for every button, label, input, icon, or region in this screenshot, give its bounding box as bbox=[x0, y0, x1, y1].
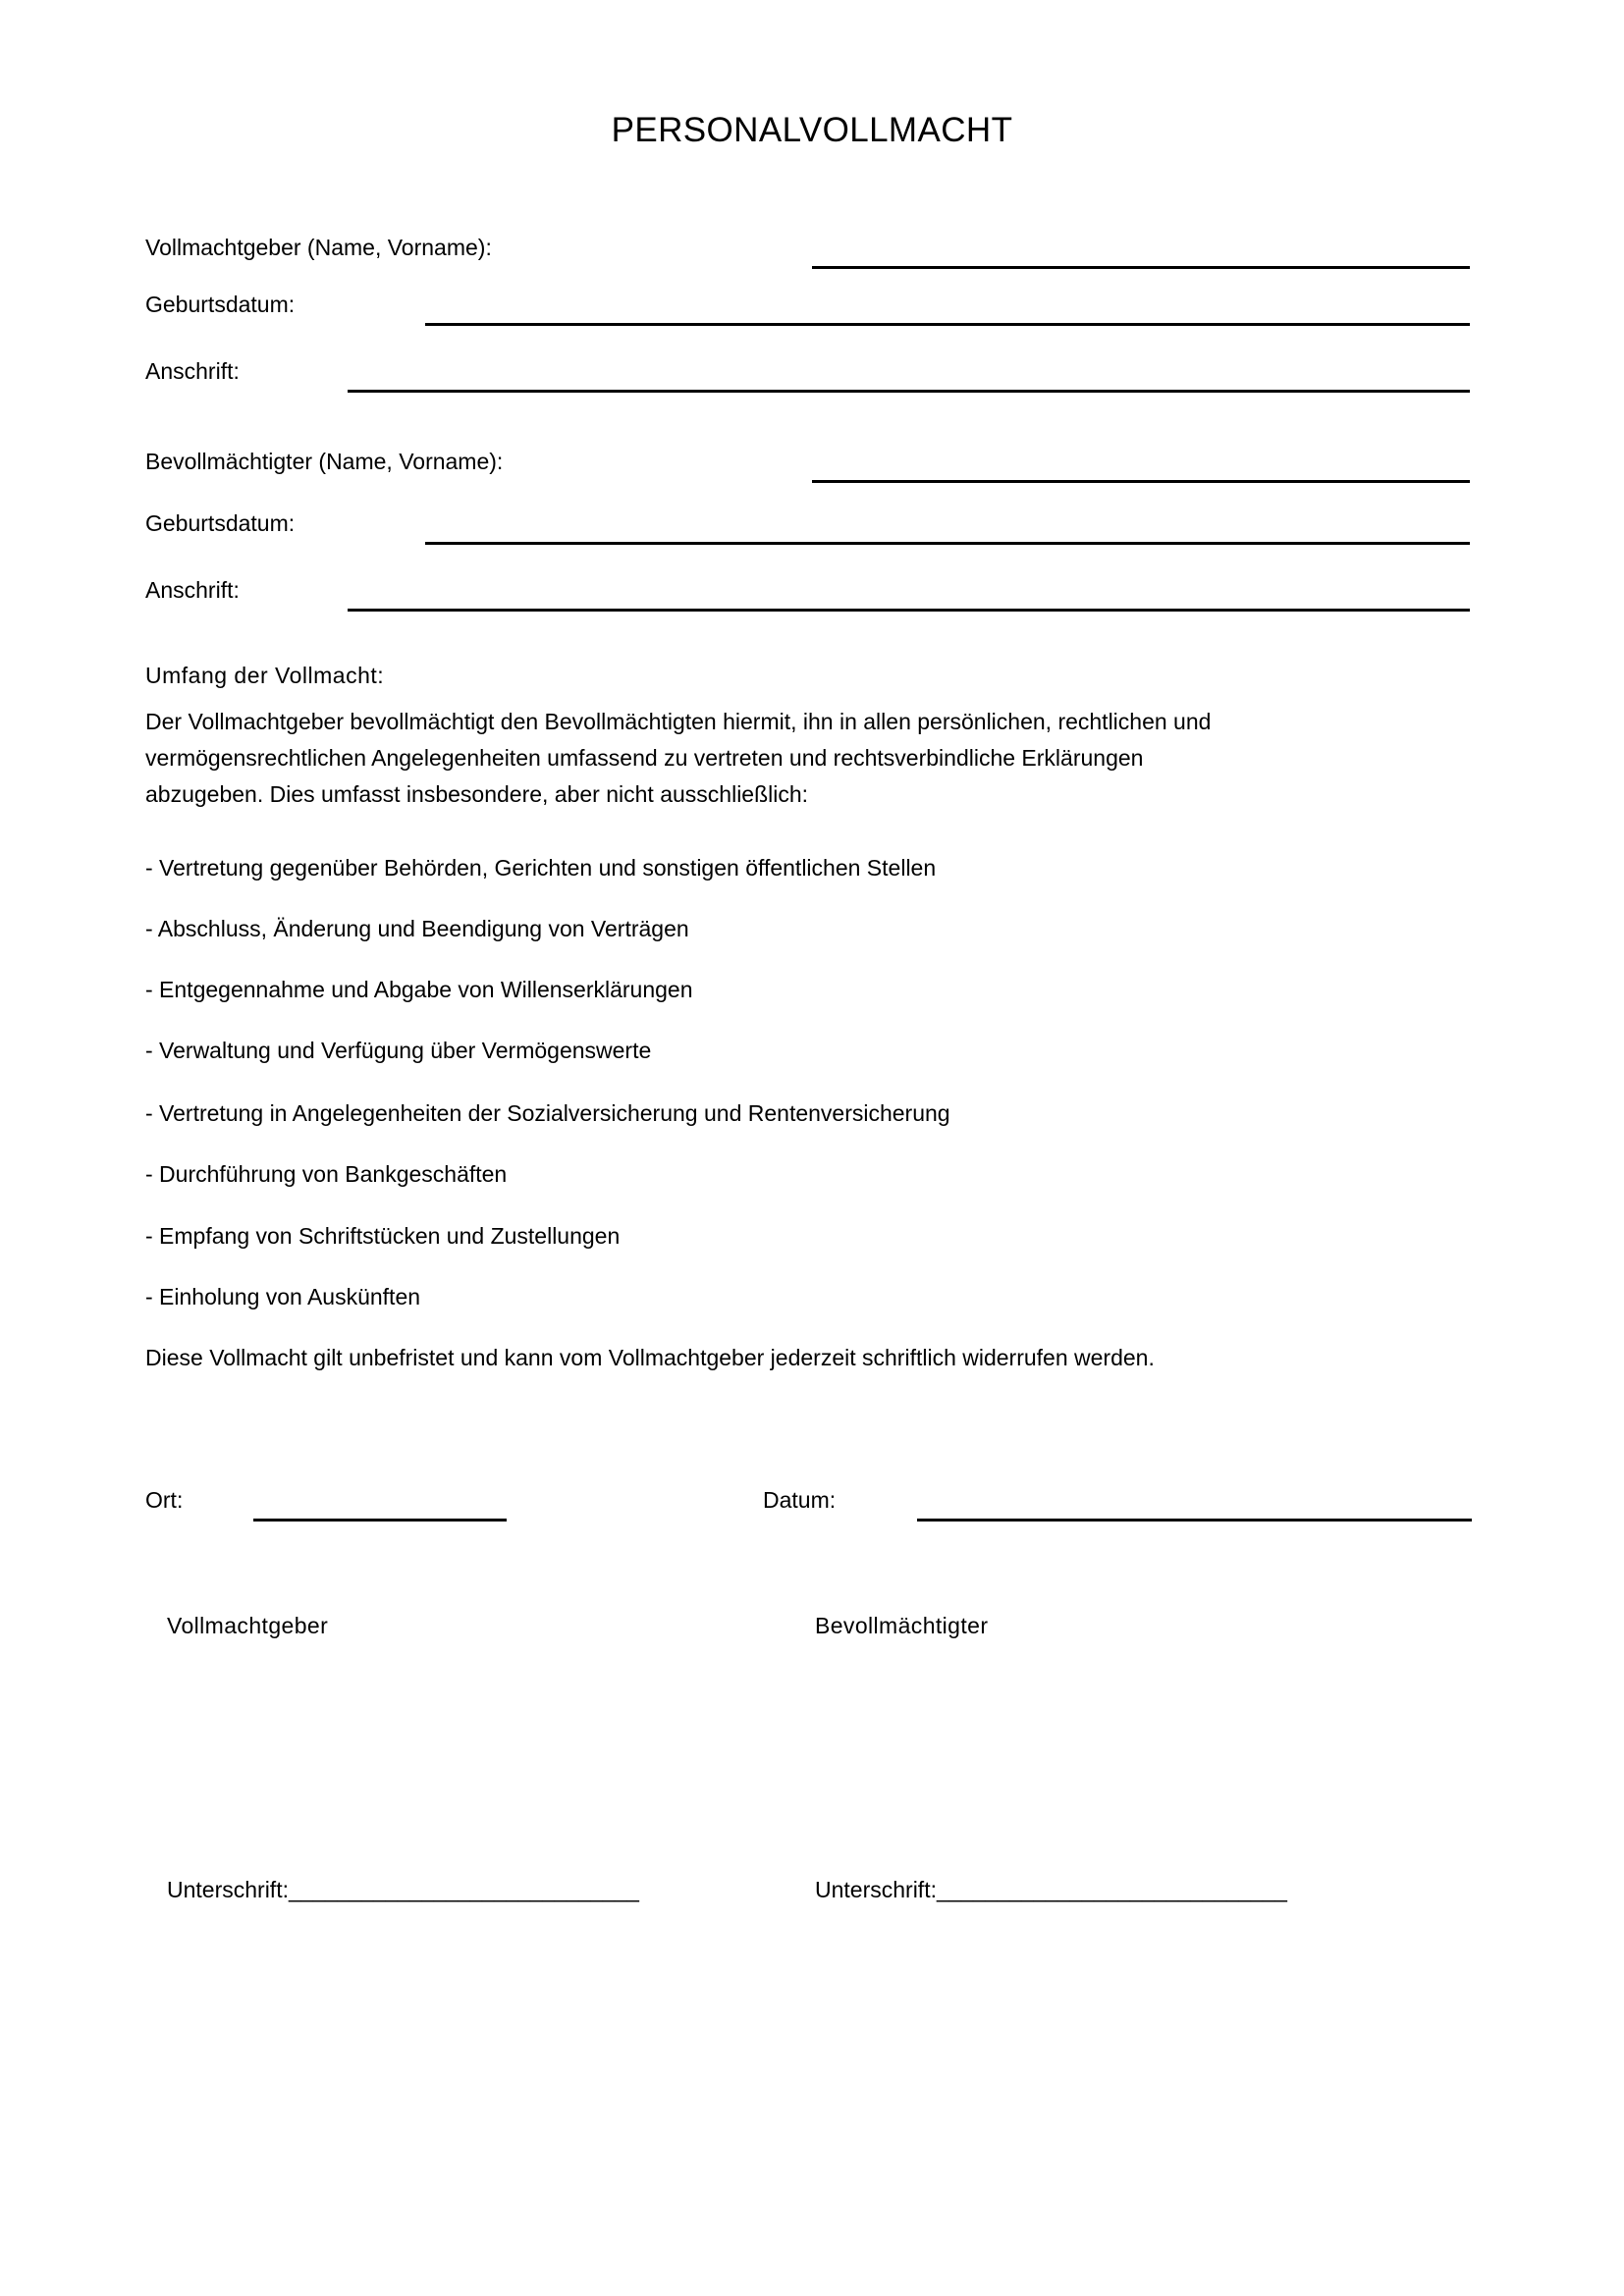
field-attorney-address[interactable] bbox=[145, 575, 1471, 609]
field-grantor-name-label: Vollmachtgeber (Name, Vorname): bbox=[145, 235, 492, 260]
signature-label-attorney: Unterschrift: bbox=[815, 1877, 937, 1902]
signature-label-grantor: Unterschrift: bbox=[167, 1877, 289, 1902]
scope-item-5: - Vertretung in Angelegenheiten der Sozialversicherung und Rentenversicherung bbox=[145, 1100, 950, 1126]
scope-intro-line-3: abzugeben. Dies umfasst insbesondere, aber nicht ausschließlich: bbox=[145, 781, 809, 807]
field-grantor-address-label: Anschrift: bbox=[145, 358, 240, 384]
field-grantor-address[interactable] bbox=[145, 356, 1471, 390]
field-attorney-birthdate-rule[interactable] bbox=[425, 542, 1470, 545]
scope-item-3: - Entgegennahme und Abgabe von Willenserklärungen bbox=[145, 977, 693, 1002]
field-place-label: Ort: bbox=[145, 1487, 184, 1513]
signature-column-label-attorney: Bevollmächtigter bbox=[815, 1613, 989, 1638]
scope-item-6: - Durchführung von Bankgeschäften bbox=[145, 1161, 508, 1187]
signature-row-grantor[interactable] bbox=[167, 1875, 638, 1904]
scope-item-7: - Empfang von Schriftstücken und Zustellungen bbox=[145, 1223, 621, 1249]
field-grantor-birthdate-label: Geburtsdatum: bbox=[145, 292, 296, 317]
field-grantor-address-rule[interactable] bbox=[348, 390, 1470, 393]
page-title: PERSONALVOLLMACHT bbox=[611, 111, 1013, 149]
field-attorney-name-label: Bevollmächtigter (Name, Vorname): bbox=[145, 449, 504, 474]
field-grantor-birthdate[interactable] bbox=[145, 290, 1471, 323]
field-grantor-birthdate-rule[interactable] bbox=[425, 323, 1470, 326]
field-grantor-name[interactable] bbox=[145, 233, 1471, 266]
scope-intro-line-2: vermögensrechtlichen Angelegenheiten umfassend zu vertreten und rechtsverbindliche Erklärungen bbox=[145, 745, 1144, 771]
field-attorney-birthdate[interactable] bbox=[145, 508, 1471, 542]
field-attorney-address-rule[interactable] bbox=[348, 609, 1470, 612]
field-attorney-address-label: Anschrift: bbox=[145, 577, 240, 603]
signature-column-label-grantor: Vollmachtgeber bbox=[167, 1613, 329, 1638]
scope-item-4: - Verwaltung und Verfügung über Vermögenswerte bbox=[145, 1038, 652, 1063]
signature-rule-grantor[interactable]: _____________________________ bbox=[288, 1877, 639, 1902]
field-grantor-name-rule[interactable] bbox=[812, 266, 1470, 269]
scope-item-8: - Einholung von Auskünften bbox=[145, 1284, 421, 1309]
signature-row-attorney[interactable] bbox=[815, 1875, 1286, 1904]
field-date[interactable] bbox=[763, 1485, 1472, 1519]
field-place[interactable] bbox=[145, 1485, 509, 1519]
scope-closing-statement: Diese Vollmacht gilt unbefristet und kann vom Vollmachtgeber jederzeit schriftlich widerrufen werden. bbox=[145, 1345, 1155, 1370]
scope-heading: Umfang der Vollmacht: bbox=[145, 663, 385, 688]
field-attorney-name[interactable] bbox=[145, 447, 1471, 480]
field-attorney-birthdate-label: Geburtsdatum: bbox=[145, 510, 296, 536]
field-date-rule[interactable] bbox=[917, 1519, 1472, 1522]
field-place-rule[interactable] bbox=[253, 1519, 507, 1522]
field-date-label: Datum: bbox=[763, 1487, 837, 1513]
scope-item-2: - Abschluss, Änderung und Beendigung von Verträgen bbox=[145, 916, 689, 941]
scope-item-1: - Vertretung gegenüber Behörden, Gerichten und sonstigen öffentlichen Stellen bbox=[145, 855, 937, 881]
signature-rule-attorney[interactable]: _____________________________ bbox=[936, 1877, 1287, 1902]
scope-intro-line-1: Der Vollmachtgeber bevollmächtigt den Bevollmächtigten hiermit, ihn in allen persönlichen, rechtlichen und bbox=[145, 709, 1212, 734]
field-attorney-name-rule[interactable] bbox=[812, 480, 1470, 483]
